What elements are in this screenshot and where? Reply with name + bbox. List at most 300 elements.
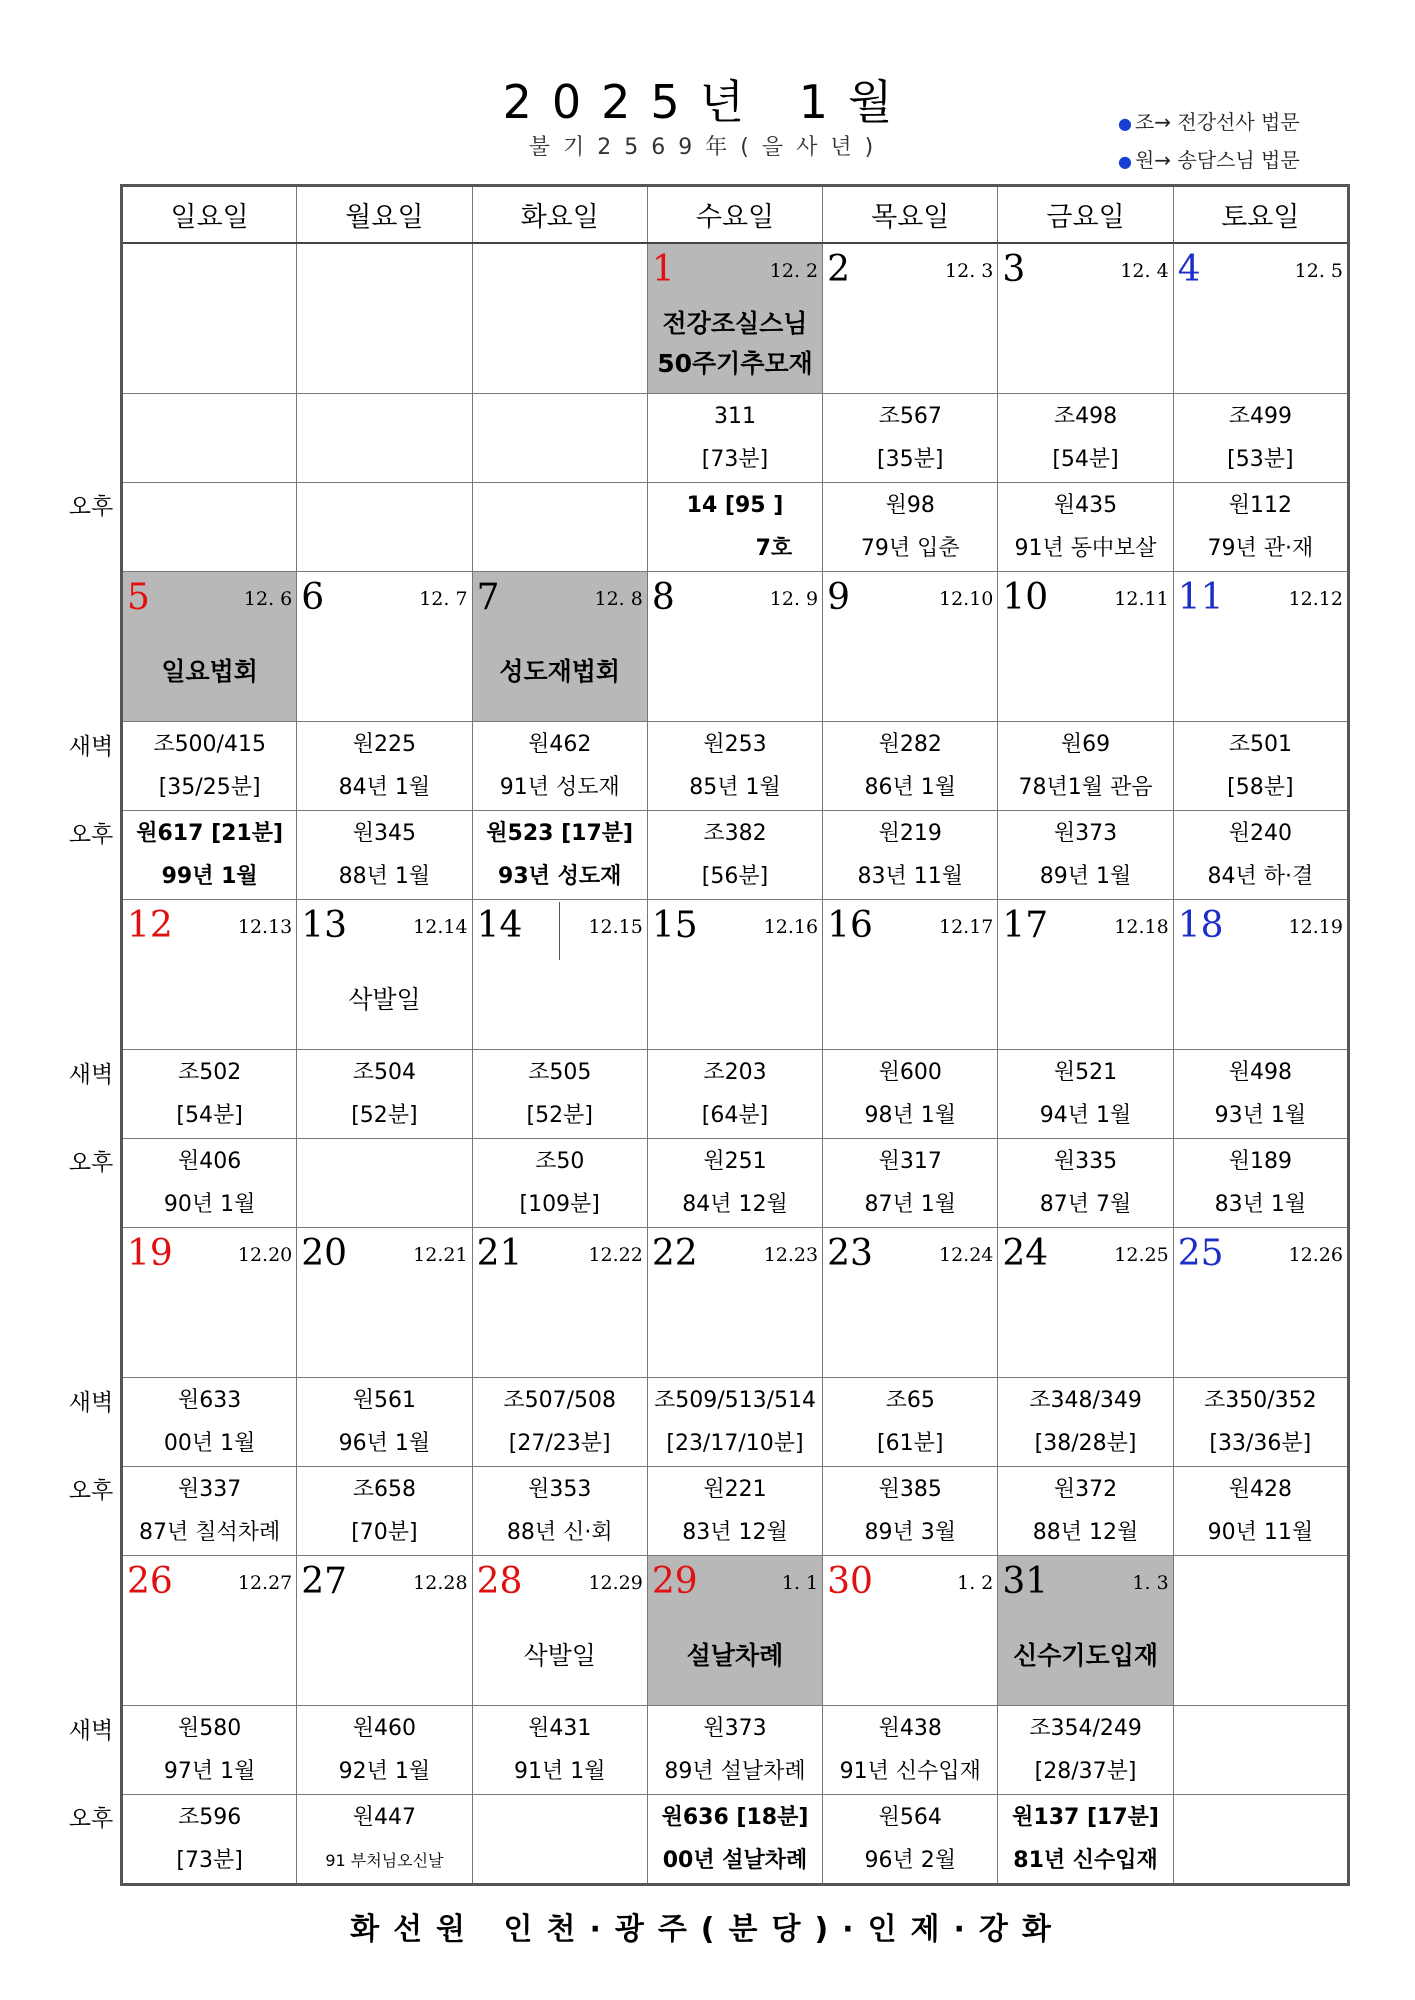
lecture-id: 원373	[703, 1716, 767, 1741]
lecture-info: [56분]	[701, 864, 769, 889]
lecture-id: 원636 [18분]	[661, 1805, 809, 1830]
lecture-info: 87년 7월	[1039, 1192, 1132, 1217]
lecture-id: 조499	[1228, 404, 1292, 429]
lecture-cell	[998, 811, 1173, 900]
event-text	[648, 302, 822, 385]
day-cell	[998, 243, 1173, 394]
day-number: 18	[1177, 905, 1224, 946]
legend-item	[1118, 142, 1300, 180]
lecture-cell	[122, 1706, 297, 1795]
lecture-info: [61분]	[877, 1431, 944, 1456]
lecture-id: 원335	[1053, 1149, 1118, 1174]
week-row	[122, 1228, 1349, 1378]
lecture-info: [73분]	[701, 447, 769, 472]
day-number: 17	[1002, 905, 1049, 946]
lecture-info: 83년 12월	[682, 1520, 788, 1545]
week-row	[122, 900, 1349, 1050]
lecture-info: [33/36분]	[1209, 1431, 1312, 1456]
lunar-date: 1. 2	[957, 1572, 994, 1594]
day-number: 5	[127, 577, 150, 618]
afternoon-label: 오후	[68, 494, 114, 520]
lunar-date: 12.26	[1288, 1244, 1343, 1266]
lunar-date: 12.25	[1114, 1244, 1169, 1266]
lecture-info: 98년 1월	[864, 1103, 957, 1128]
lecture-id: 원337	[178, 1477, 242, 1502]
lecture-cell	[472, 722, 647, 811]
lecture-id: 원353	[528, 1477, 592, 1502]
lecture-id: 조350/352	[1204, 1388, 1317, 1413]
lunar-date: 12. 3	[945, 260, 994, 282]
lecture-cell	[1173, 1795, 1348, 1885]
weekday-wed: 수요일	[647, 186, 822, 244]
lecture-info: [38/28분]	[1034, 1431, 1137, 1456]
lecture-cell	[297, 1706, 472, 1795]
lecture-cell	[297, 722, 472, 811]
lecture-cell	[823, 1467, 998, 1556]
lecture-id: 조509/513/514	[653, 1388, 817, 1413]
lecture-info: 83년 1월	[1214, 1192, 1307, 1217]
lunar-date: 12.27	[237, 1572, 293, 1594]
lecture-id: 원406	[178, 1149, 242, 1174]
day-number: 23	[827, 1233, 873, 1274]
lecture-cell	[297, 394, 472, 483]
day-cell	[823, 1556, 998, 1706]
lecture-info: [64분]	[701, 1103, 769, 1128]
lecture-info: [54분]	[176, 1103, 243, 1128]
legend-text: 원→ 송담스님 법문	[1134, 148, 1300, 172]
bullet-icon: ●	[1118, 114, 1132, 133]
day-number: 27	[301, 1561, 348, 1602]
lecture-id: 원438	[878, 1716, 942, 1741]
lecture-cell	[647, 483, 822, 572]
dawn-label: 새벽	[68, 734, 114, 760]
day-cell	[1173, 572, 1348, 722]
afternoon-row	[122, 811, 1349, 900]
lunar-date: 12. 6	[243, 588, 293, 610]
lunar-date: 12.21	[413, 1244, 468, 1266]
day-number: 11	[1177, 577, 1224, 618]
lecture-id: 조50	[535, 1149, 585, 1174]
lunar-date: 12.12	[1288, 588, 1343, 610]
lecture-info: 93년 1월	[1214, 1103, 1307, 1128]
lunar-date: 12.23	[763, 1244, 819, 1266]
week-row	[122, 572, 1349, 722]
lunar-date: 12.13	[237, 916, 293, 938]
day-number: 25	[1177, 1233, 1224, 1274]
lecture-id: 원219	[878, 821, 942, 846]
lecture-id: 원564	[878, 1805, 942, 1830]
day-cell	[647, 243, 822, 394]
lecture-info: 92년 1월	[338, 1759, 431, 1784]
afternoon-row	[122, 483, 1349, 572]
lecture-info: 00년 설날차례	[662, 1848, 808, 1873]
lecture-cell	[472, 811, 647, 900]
lecture-info: 87년 칠석차례	[139, 1520, 281, 1545]
afternoon-label: 오후	[68, 1150, 114, 1176]
lecture-info: 84년 1월	[338, 775, 431, 800]
lecture-cell	[647, 394, 822, 483]
lecture-id: 조504	[352, 1060, 417, 1085]
lecture-id: 원580	[178, 1716, 242, 1741]
lecture-id: 원98	[885, 493, 935, 518]
day-number: 1	[651, 249, 675, 290]
lecture-id: 원372	[1053, 1477, 1118, 1502]
lecture-id: 원137 [17분]	[1012, 1805, 1159, 1830]
lecture-cell	[823, 394, 998, 483]
afternoon-label: 오후	[68, 822, 114, 848]
lecture-id: 조501	[1228, 732, 1292, 757]
lecture-cell	[998, 1795, 1173, 1885]
lecture-id: 조507/508	[503, 1388, 617, 1413]
lecture-cell	[647, 1467, 822, 1556]
lecture-cell	[998, 483, 1173, 572]
lecture-info: 84년 하·결	[1207, 864, 1314, 889]
lecture-id: 조498	[1053, 404, 1118, 429]
lunar-date: 12.29	[588, 1572, 643, 1594]
lecture-info: [52분]	[526, 1103, 593, 1128]
lecture-cell	[122, 1795, 297, 1885]
lecture-cell	[122, 394, 297, 483]
lecture-info: 94년 1월	[1039, 1103, 1132, 1128]
day-cell	[472, 1556, 647, 1706]
lecture-info: 00년 1월	[163, 1431, 256, 1456]
lecture-info: [73분]	[176, 1848, 243, 1873]
lecture-id: 원498	[1228, 1060, 1292, 1085]
afternoon-row	[122, 1139, 1349, 1228]
lecture-cell	[1173, 1378, 1348, 1467]
day-number: 7	[476, 577, 500, 618]
day-number: 8	[651, 577, 675, 618]
day-cell	[647, 1556, 822, 1706]
lecture-id: 원253	[703, 732, 767, 757]
lecture-cell	[998, 1378, 1173, 1467]
lecture-id: 원221	[703, 1477, 767, 1502]
lecture-id: 원633	[178, 1388, 242, 1413]
lecture-id: 원112	[1228, 493, 1292, 518]
lecture-cell	[647, 722, 822, 811]
lecture-cell	[472, 1050, 647, 1139]
dawn-row	[122, 1378, 1349, 1467]
day-cell	[998, 1556, 1173, 1706]
lunar-date: 12.22	[588, 1244, 643, 1266]
lecture-cell	[998, 722, 1173, 811]
weekday-thu: 목요일	[823, 186, 998, 244]
lecture-cell	[647, 1795, 822, 1885]
event-text	[297, 958, 471, 1041]
lecture-cell	[1173, 1467, 1348, 1556]
lecture-cell	[472, 1467, 647, 1556]
lecture-info: 97년 1월	[163, 1759, 256, 1784]
lecture-id: 조348/349	[1029, 1388, 1142, 1413]
event-text	[473, 630, 647, 713]
lecture-info: [58분]	[1227, 775, 1294, 800]
lecture-cell	[122, 1378, 297, 1467]
footer: 화선원 인천·광주(분당)·인제·강화	[350, 1912, 1065, 1947]
lecture-id: 14 [95 ]	[686, 493, 784, 518]
event-line: 설날차례	[686, 1640, 784, 1670]
lecture-cell	[998, 1706, 1173, 1795]
lecture-id: 원523 [17분]	[486, 821, 634, 846]
day-number: 29	[651, 1561, 698, 1602]
lecture-id: 원251	[703, 1149, 767, 1174]
lecture-info: [54분]	[1052, 447, 1119, 472]
lunar-date: 12.19	[1288, 916, 1343, 938]
day-number: 15	[651, 905, 698, 946]
lecture-cell	[998, 394, 1173, 483]
lecture-info: [109분]	[519, 1192, 600, 1217]
lecture-id: 원617 [21분]	[136, 821, 284, 846]
lecture-id: 원345	[352, 821, 417, 846]
lecture-cell	[297, 483, 472, 572]
weekday-sat: 토요일	[1173, 186, 1348, 244]
lecture-id: 원240	[1228, 821, 1292, 846]
event-text	[648, 1614, 822, 1697]
event-text	[473, 1614, 647, 1697]
lecture-cell	[647, 811, 822, 900]
weekday-sun: 일요일	[122, 186, 297, 244]
lunar-date: 12. 9	[769, 588, 819, 610]
day-number: 3	[1002, 249, 1026, 290]
lunar-date: 12.16	[763, 916, 819, 938]
lecture-cell	[1173, 483, 1348, 572]
lecture-cell	[1173, 722, 1348, 811]
lecture-info: 90년 11월	[1207, 1520, 1314, 1545]
afternoon-row	[122, 1467, 1349, 1556]
page-subtitle: 불기2569年(을사년)	[528, 135, 887, 160]
lecture-id: 원462	[528, 732, 592, 757]
day-cell	[472, 1228, 647, 1378]
legend	[1118, 104, 1300, 180]
lecture-id: 조596	[178, 1805, 242, 1830]
lecture-info: [28/37분]	[1034, 1759, 1137, 1784]
lecture-cell	[823, 722, 998, 811]
day-number: 31	[1002, 1561, 1049, 1602]
lunar-date: 1. 1	[781, 1572, 819, 1594]
lecture-info: [35분]	[877, 447, 944, 472]
lecture-info: 7호	[755, 536, 793, 561]
day-cell	[1173, 1228, 1348, 1378]
lecture-cell	[823, 1139, 998, 1228]
lecture-info: [27/23분]	[508, 1431, 611, 1456]
lecture-info: [35/25분]	[158, 775, 261, 800]
lecture-info: [53분]	[1227, 447, 1294, 472]
event-line: 전강조실스님	[662, 308, 808, 338]
lecture-id: 원521	[1053, 1060, 1118, 1085]
lecture-cell	[823, 1050, 998, 1139]
lecture-cell	[472, 394, 647, 483]
day-number: 16	[827, 905, 873, 946]
lecture-info: 83년 11월	[857, 864, 964, 889]
dawn-label: 새벽	[68, 1390, 114, 1416]
lecture-info: 89년 설날차례	[664, 1759, 806, 1784]
lecture-cell	[647, 1706, 822, 1795]
lecture-cell	[823, 1378, 998, 1467]
lecture-cell	[472, 1139, 647, 1228]
day-cell	[998, 1228, 1173, 1378]
day-number: 6	[301, 577, 325, 618]
lunar-date: 12.17	[939, 916, 994, 938]
lunar-date: 12.24	[939, 1244, 994, 1266]
lecture-cell	[297, 1795, 472, 1885]
event-text	[123, 630, 296, 713]
lunar-date: 1. 3	[1132, 1572, 1169, 1594]
afternoon-row	[122, 1795, 1349, 1885]
day-cell	[1173, 900, 1348, 1050]
lunar-date: 12. 5	[1294, 260, 1343, 282]
lecture-cell	[472, 483, 647, 572]
day-number: 26	[127, 1561, 173, 1602]
lecture-info: 99년 1월	[161, 864, 258, 889]
lecture-cell	[823, 1706, 998, 1795]
day-cell	[823, 1228, 998, 1378]
lecture-cell	[823, 811, 998, 900]
day-cell	[122, 572, 297, 722]
lecture-id: 원460	[352, 1716, 417, 1741]
lecture-cell	[122, 1050, 297, 1139]
weekday-fri: 금요일	[998, 186, 1173, 244]
dawn-row	[122, 1050, 1349, 1139]
lunar-date: 12. 2	[769, 260, 819, 282]
day-number: 28	[476, 1561, 523, 1602]
lecture-id: 원600	[878, 1060, 942, 1085]
dawn-row	[122, 1706, 1349, 1795]
day-cell	[297, 243, 472, 394]
lecture-cell	[823, 1795, 998, 1885]
lecture-id: 조65	[885, 1388, 935, 1413]
day-cell	[647, 1228, 822, 1378]
lecture-info: 96년 1월	[338, 1431, 431, 1456]
day-cell	[122, 1228, 297, 1378]
legend-item	[1118, 104, 1300, 142]
day-cell	[297, 900, 472, 1050]
lecture-cell	[297, 1139, 472, 1228]
lecture-info: [52분]	[351, 1103, 418, 1128]
lunar-date: 12. 8	[594, 588, 643, 610]
calendar-table	[120, 184, 1350, 1886]
lecture-id: 원435	[1053, 493, 1118, 518]
day-cell	[122, 1556, 297, 1706]
day-cell	[647, 900, 822, 1050]
event-line: 50주기추모재	[657, 348, 813, 378]
lunar-date: 12.20	[237, 1244, 293, 1266]
weekday-mon: 월요일	[297, 186, 472, 244]
day-number: 12	[127, 905, 173, 946]
day-number: 9	[827, 577, 851, 618]
lecture-cell	[122, 722, 297, 811]
lecture-id: 조658	[352, 1477, 417, 1502]
lecture-id: 원225	[352, 732, 417, 757]
lecture-id: 원373	[1053, 821, 1118, 846]
lecture-id: 원317	[878, 1149, 942, 1174]
lunar-date: 12.18	[1114, 916, 1169, 938]
page-title: 2025년 1월	[502, 75, 913, 129]
lecture-id: 원431	[528, 1716, 592, 1741]
day-number: 14	[476, 905, 523, 946]
lecture-id: 원561	[352, 1388, 417, 1413]
lunar-date: 12. 4	[1120, 260, 1169, 282]
dawn-label: 새벽	[68, 1718, 114, 1744]
event-line: 삭발일	[348, 984, 421, 1014]
lecture-cell	[647, 1050, 822, 1139]
lecture-id: 조382	[703, 821, 767, 846]
day-number: 13	[301, 905, 348, 946]
lecture-cell	[998, 1467, 1173, 1556]
dawn-label: 새벽	[68, 1062, 114, 1088]
lecture-cell	[122, 1139, 297, 1228]
lecture-info: 87년 1월	[864, 1192, 957, 1217]
lecture-cell	[647, 1378, 822, 1467]
lecture-info: 88년 신·회	[506, 1520, 613, 1545]
event-line: 성도재법회	[499, 656, 621, 686]
lecture-id: 조502	[178, 1060, 242, 1085]
day-cell	[297, 1556, 472, 1706]
lunar-date: 12.11	[1114, 588, 1169, 610]
lecture-info: [70분]	[351, 1520, 418, 1545]
weekday-header	[122, 186, 1349, 244]
lecture-cell	[122, 811, 297, 900]
lecture-info: 84년 12월	[682, 1192, 788, 1217]
day-number: 4	[1177, 249, 1201, 290]
day-cell	[472, 243, 647, 394]
lecture-info: 91년 성도재	[499, 775, 620, 800]
day-cell	[297, 572, 472, 722]
day-cell	[823, 900, 998, 1050]
dawn-row	[122, 722, 1349, 811]
lecture-info: 93년 성도재	[498, 864, 622, 889]
day-number: 30	[827, 1561, 873, 1602]
lunar-date: 12.14	[413, 916, 468, 938]
lecture-cell	[998, 1139, 1173, 1228]
lecture-id: 원189	[1228, 1149, 1292, 1174]
lecture-id: 원447	[352, 1805, 417, 1830]
lecture-info: 91 부처님오신날	[325, 1851, 444, 1870]
lecture-cell	[998, 1050, 1173, 1139]
afternoon-label: 오후	[68, 1478, 114, 1504]
lecture-info: 88년 12월	[1032, 1520, 1139, 1545]
lecture-info: 91년 신수입재	[839, 1759, 981, 1784]
lecture-cell	[297, 1050, 472, 1139]
lecture-info: [23/17/10분]	[666, 1431, 804, 1456]
event-text	[998, 1614, 1172, 1697]
event-line: 신수기도입재	[1013, 1640, 1158, 1670]
week-row	[122, 1556, 1349, 1706]
lecture-info: 81년 신수입재	[1013, 1848, 1158, 1873]
lunar-date: 12.10	[939, 588, 994, 610]
day-cell	[647, 572, 822, 722]
lecture-info: 89년 1월	[1039, 864, 1132, 889]
dawn-row	[122, 394, 1349, 483]
lecture-cell	[472, 1378, 647, 1467]
lecture-info: 90년 1월	[163, 1192, 256, 1217]
day-cell	[823, 243, 998, 394]
lecture-cell	[297, 811, 472, 900]
lecture-id: 조500/415	[153, 732, 266, 757]
day-cell	[1173, 1556, 1348, 1706]
day-cell	[472, 900, 647, 1050]
lecture-info: 91년 1월	[513, 1759, 606, 1784]
lecture-info: 78년1월 관음	[1018, 775, 1153, 800]
day-cell	[998, 572, 1173, 722]
day-number: 2	[827, 249, 851, 290]
divider	[559, 902, 560, 960]
lecture-info: 89년 3월	[864, 1520, 957, 1545]
lecture-id: 조354/249	[1029, 1716, 1142, 1741]
day-cell	[297, 1228, 472, 1378]
lecture-cell	[297, 1467, 472, 1556]
day-cell	[472, 572, 647, 722]
lecture-cell	[472, 1706, 647, 1795]
lecture-id: 조567	[878, 404, 942, 429]
